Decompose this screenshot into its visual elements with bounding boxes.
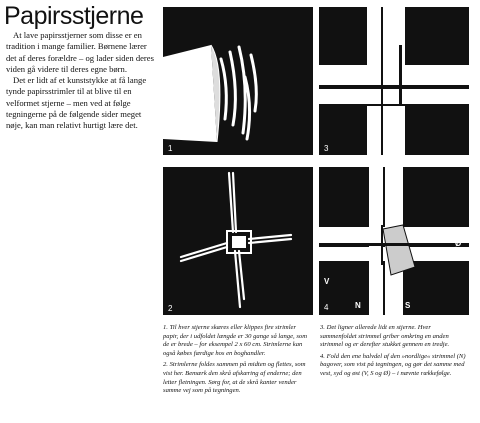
strip-cutting-illustration bbox=[163, 7, 313, 155]
woven-star-illustration bbox=[319, 7, 469, 155]
intro-text bbox=[6, 30, 158, 132]
illustration-panel-4 bbox=[319, 167, 469, 315]
caption-1: 1. Til hver stjerne skæres eller klippes fire strimler papir, der i udfoldet længde er 30 gange så lange, som de er brede – for eksempel 2 x 60 cm. Strimlerne kan også købes færdige hos en boghandler. bbox=[163, 324, 307, 357]
page-title: Papirsstjerne bbox=[4, 2, 144, 30]
label-east: Ø bbox=[455, 239, 462, 248]
folding-star-illustration bbox=[319, 167, 469, 315]
captions-left bbox=[163, 324, 311, 399]
panel-number: 4 bbox=[324, 303, 329, 312]
illustration-panel-1 bbox=[163, 7, 313, 155]
panel-number: 3 bbox=[324, 144, 329, 153]
illustration-panel-3 bbox=[319, 7, 469, 155]
panel-number: 1 bbox=[168, 144, 173, 153]
caption-3: 3. Det ligner allerede lidt en stjerne. Hver sammenfoldet strimmel griber omkring en anden strimmel og er derefter stukket gennem en tredje. bbox=[320, 324, 450, 349]
label-west: V bbox=[324, 277, 330, 286]
intro-paragraph: At lave papirsstjerner som disse er en tradition i mange familier. Børnene lærer det af deres forældre – og lader siden deres viden gå videre til deres egne børn. bbox=[6, 30, 154, 74]
label-north-bottom: N bbox=[355, 301, 361, 310]
label-south: S bbox=[405, 301, 411, 310]
intro-paragraph: Det er lidt af et kunststykke at få lange tynde papirsstrimler til at blive til en velformet stjerne – men ved at følge tegningerne på de følgende sider meget nøje, kan man relativt hurtigt lære det. bbox=[6, 75, 147, 131]
label-north: N bbox=[396, 171, 402, 180]
caption-4: 4. Fold den ene halvdel af den »nordlige« strimmel (N) bagover, som vist på tegningen, og gør det samme med vest, syd og øst (V, S og Ø) – i nævnte rækkefølge. bbox=[320, 352, 466, 377]
illustration-panel-2 bbox=[163, 167, 313, 315]
folded-strips-illustration bbox=[163, 167, 313, 315]
panel-number: 2 bbox=[168, 304, 173, 313]
captions-right bbox=[320, 324, 468, 382]
caption-2: 2. Strimlerne foldes sammen på midten og flettes, som vist her. Bemærk den skrå afskæring af enderne; den letter fletningen. Sørg for, at de skrå kanter vender samme vej som på tegningen. bbox=[163, 361, 306, 395]
